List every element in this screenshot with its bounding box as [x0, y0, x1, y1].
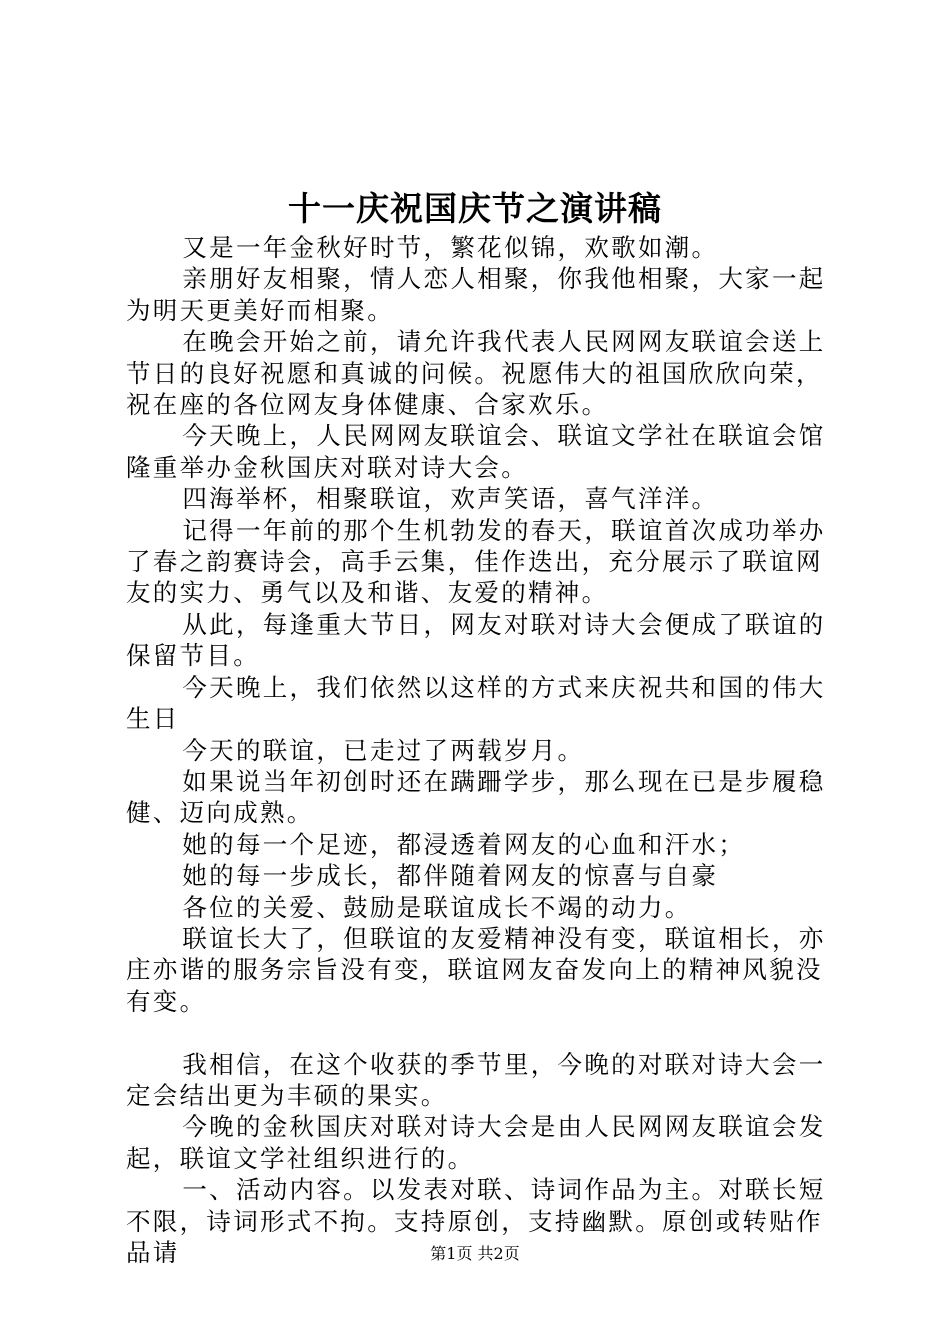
document-title: 十一庆祝国庆节之演讲稿 [288, 189, 662, 228]
paragraph: 如果说当年初创时还在蹒跚学步，那么现在已是步履稳健、迈向成熟。 [126, 766, 826, 828]
page-footer: 第1页 共2页 [430, 1244, 520, 1263]
document-body [126, 232, 838, 1268]
paragraph: 我相信，在这个收获的季节里，今晚的对联对诗大会一定会结出更为丰硕的果实。 [126, 1049, 826, 1110]
paragraph: 联谊长大了，但联谊的友爱精神没有变，联谊相长，亦庄亦谐的服务宗旨没有变，联谊网友奋发向上的精神风貌没有变。 [126, 923, 826, 1016]
paragraph: 今天的联谊，已走过了两载岁月。 [182, 735, 585, 765]
paragraph: 亲朋好友相聚，情人恋人相聚，你我他相聚，大家一起为明天更美好而相聚。 [126, 264, 826, 325]
paragraph: 今天晚上，我们依然以这样的方式来庆祝共和国的伟大生日 [126, 672, 826, 734]
paragraph: 她的每一步成长，都伴随着网友的惊喜与自豪 [182, 861, 719, 891]
paragraph: 今天晚上，人民网网友联谊会、联谊文学社在联谊会馆隆重举办金秋国庆对联对诗大会。 [126, 421, 826, 482]
paragraph: 各位的关爱、鼓励是联谊成长不竭的动力。 [182, 892, 692, 922]
paragraph: 她的每一个足迹，都浸透着网友的心血和汗水； [182, 829, 746, 859]
paragraph: 今晚的金秋国庆对联对诗大会是由人民网网友联谊会发起，联谊文学社组织进行的。 [126, 1112, 826, 1173]
paragraph: 又是一年金秋好时节，繁花似锦，欢歌如潮。 [182, 233, 719, 262]
blank-line [126, 1017, 838, 1048]
paragraph: 四海举杯，相聚联谊，欢声笑语，喜气洋洋。 [182, 484, 719, 514]
paragraph: 记得一年前的那个生机勃发的春天，联谊首次成功举办了春之韵赛诗会，高手云集，佳作迭出，充分展示了联谊网友的实力、勇气以及和谐、友爱的精神。 [126, 515, 826, 608]
paragraph: 一、活动内容。以发表对联、诗词作品为主。对联长短不限，诗词形式不拘。支持原创，支持幽默。原创或转贴作品请 [126, 1175, 826, 1267]
paragraph: 从此，每逢重大节日，网友对联对诗大会便成了联谊的保留节目。 [126, 609, 826, 671]
paragraph: 在晚会开始之前，请允许我代表人民网网友联谊会送上节日的良好祝愿和真诚的问候。祝愿伟大的祖国欣欣向荣，祝在座的各位网友身体健康、合家欢乐。 [126, 327, 826, 420]
